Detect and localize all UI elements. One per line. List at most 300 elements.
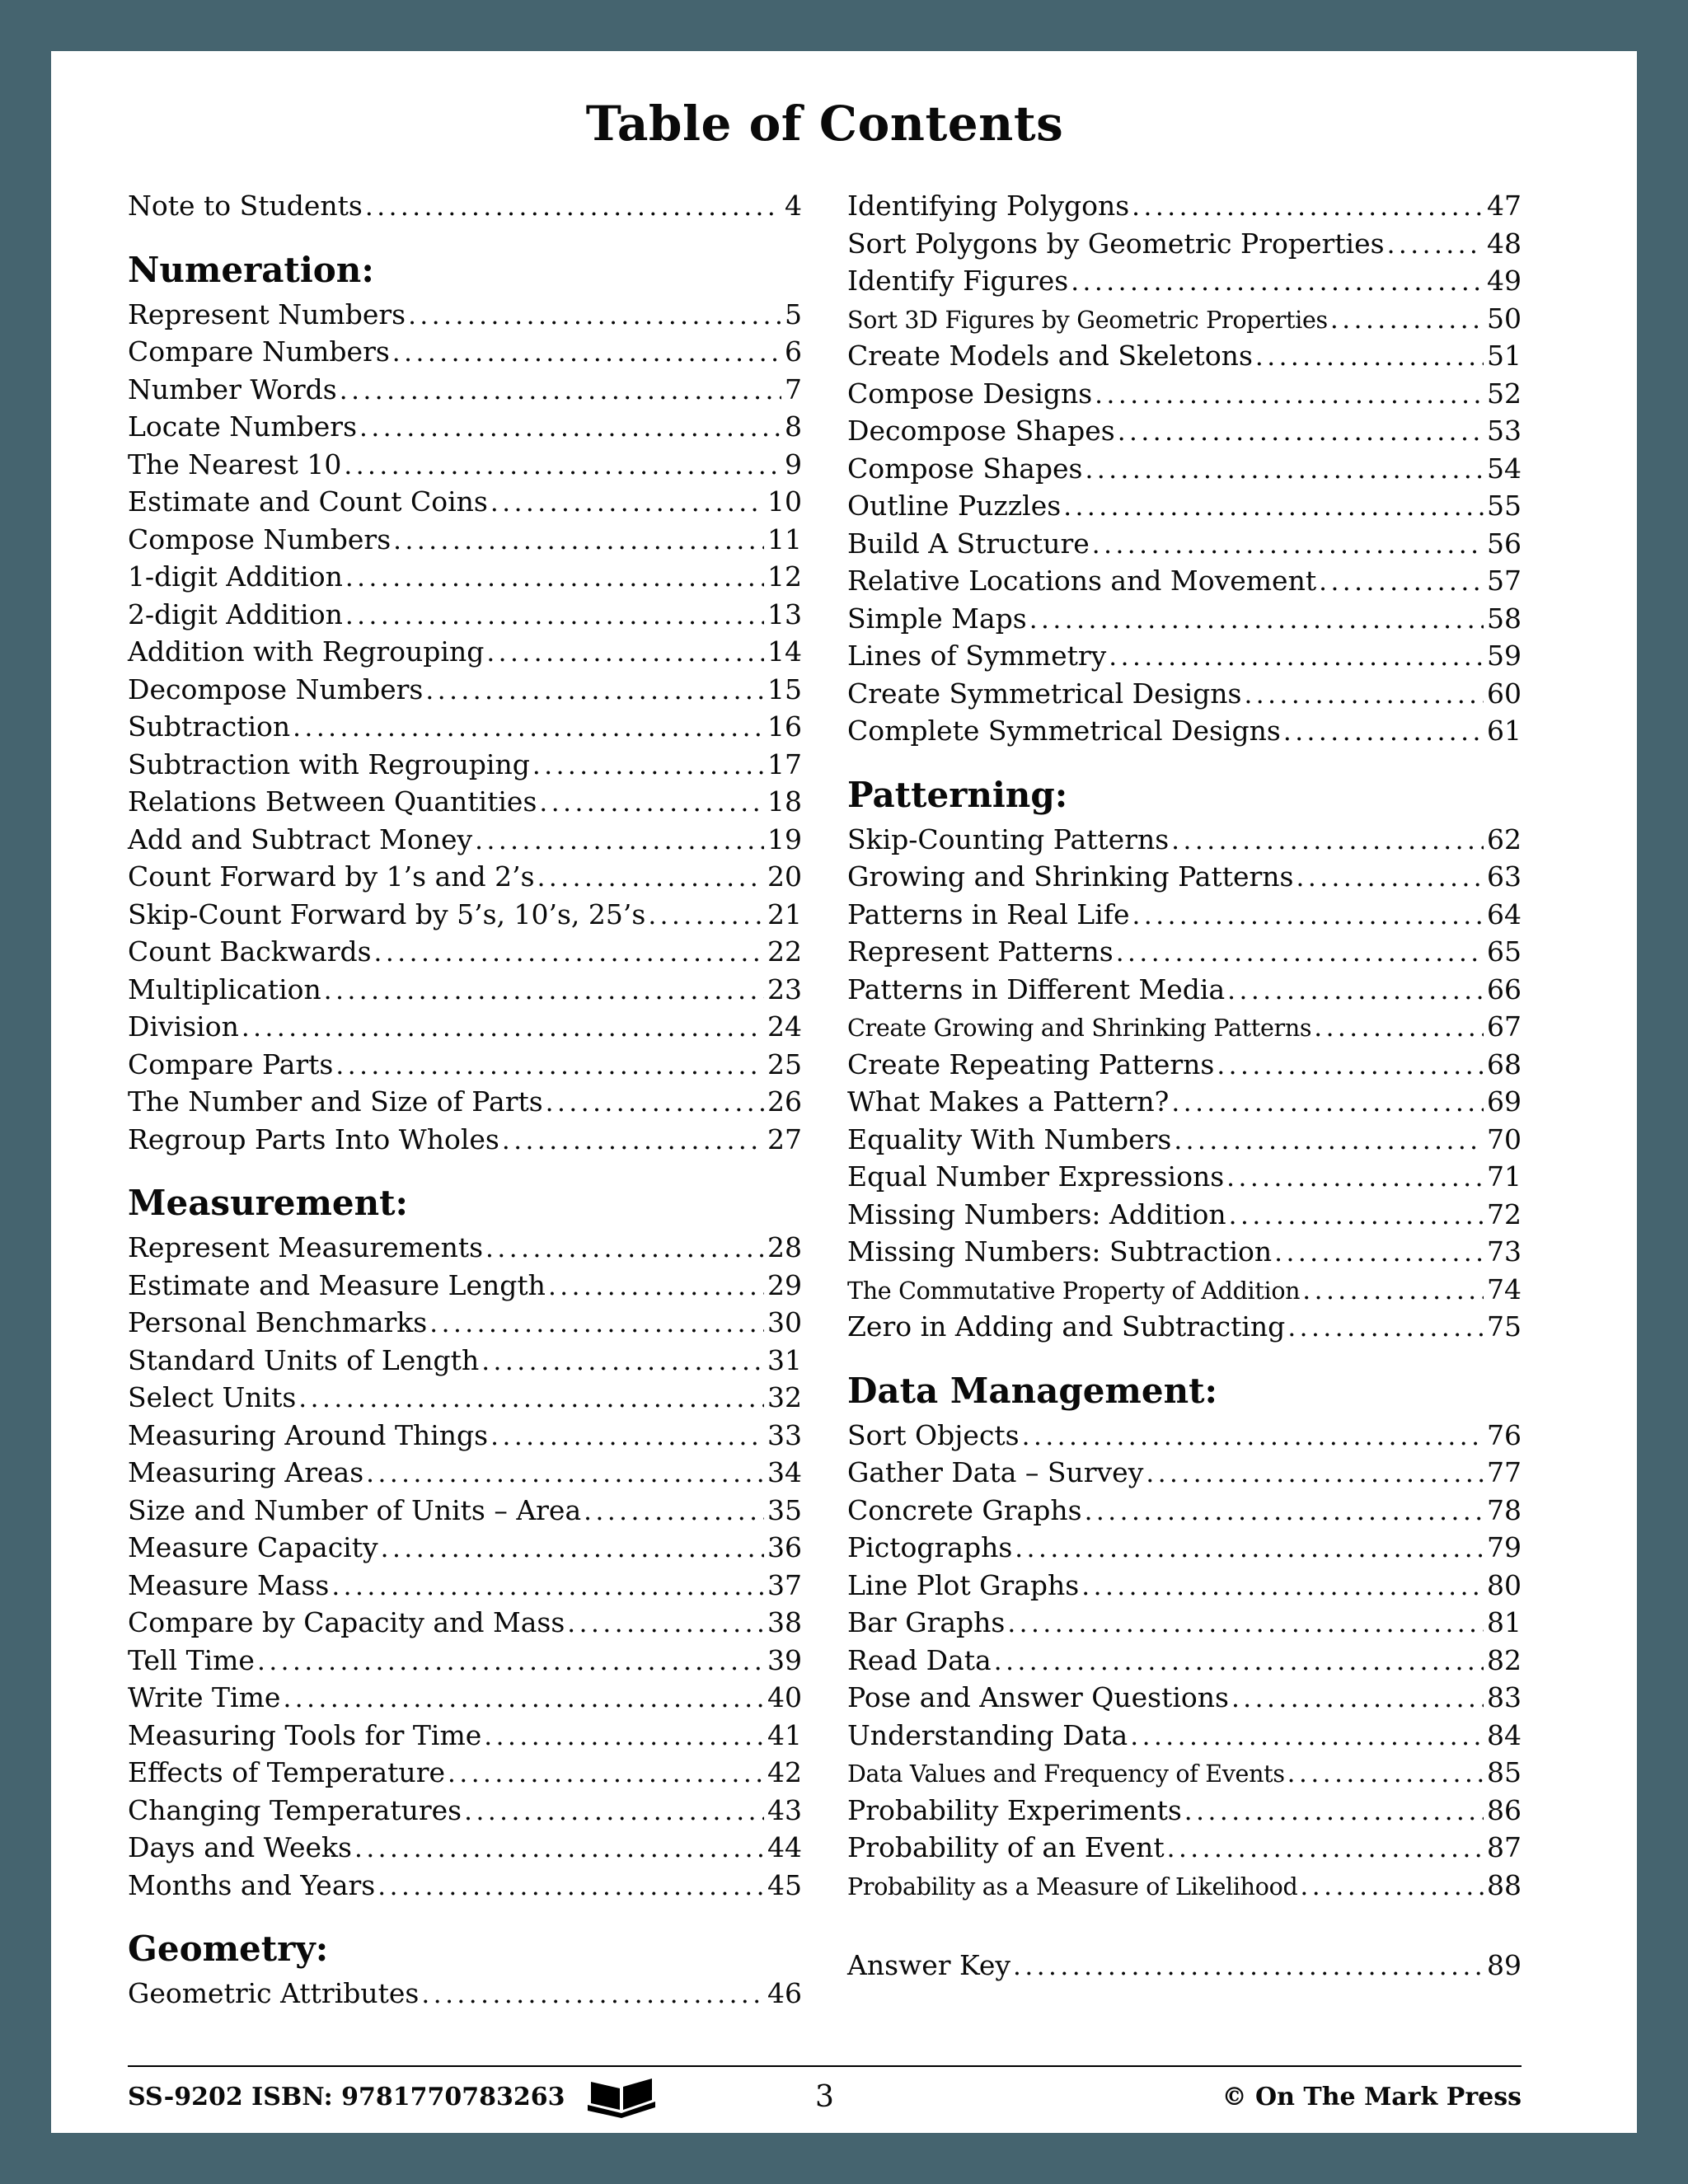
toc-entry [847, 1122, 1522, 1160]
toc-entry [847, 451, 1522, 489]
dot-leader [293, 709, 764, 747]
dot-leader [331, 1568, 764, 1605]
section-heading: Patterning: [847, 774, 1068, 815]
entry-page-number: 32 [767, 1381, 802, 1413]
toc-entry [847, 897, 1522, 935]
dot-leader [1274, 1234, 1484, 1272]
dot-leader [1118, 413, 1484, 451]
entry-label: Create Repeating Patterns [847, 1047, 1215, 1080]
entry-label: The Number and Size of Parts [128, 1085, 543, 1118]
entry-page-number: 55 [1487, 490, 1522, 522]
toc-entry [847, 1718, 1522, 1755]
dot-leader [421, 1975, 764, 2013]
entry-page-number: 45 [767, 1868, 802, 1901]
toc-section [847, 1370, 1522, 1905]
page-title: Table of Contents [585, 96, 1064, 152]
entry-page-number: 59 [1487, 640, 1522, 672]
entry-label: 2-digit Addition [128, 598, 343, 630]
entry-page-number: 46 [767, 1977, 802, 2009]
entry-label: Count Backwards [128, 935, 372, 968]
dot-leader [257, 1643, 764, 1680]
entry-label: Measuring Tools for Time [128, 1718, 482, 1751]
entry-label: Create Symmetrical Designs [847, 677, 1242, 710]
entry-label: Number Words [128, 373, 337, 405]
entry-label: Days and Weeks [128, 1831, 352, 1863]
entry-page-number: 81 [1487, 1606, 1522, 1638]
dot-leader [548, 1268, 764, 1305]
entry-label: Subtraction with Regrouping [128, 748, 530, 780]
dot-leader [1167, 1830, 1484, 1868]
entry-page-number: 89 [1487, 1949, 1522, 1981]
entry-page-number: 28 [767, 1231, 802, 1263]
entry-page-number: 14 [767, 635, 802, 668]
entry-page-number: 56 [1487, 527, 1522, 560]
entry-label: Locate Numbers [128, 410, 358, 443]
toc-entry [847, 859, 1522, 897]
entry-page-number: 51 [1487, 340, 1522, 372]
entry-label: Sort Polygons by Geometric Properties [847, 227, 1385, 260]
entry-page-number: 38 [767, 1606, 802, 1638]
dot-leader [1174, 1122, 1484, 1160]
toc-entry [128, 1305, 802, 1343]
entry-label: Build A Structure [847, 527, 1090, 560]
entry-label: Represent Numbers [128, 298, 406, 330]
toc-page [51, 51, 1637, 2133]
toc-entry [847, 601, 1522, 639]
entry-page-number: 40 [767, 1681, 802, 1713]
entry-page-number: 8 [785, 410, 802, 443]
entry-page-number: 24 [767, 1010, 802, 1043]
entry-page-number: 72 [1487, 1197, 1522, 1230]
entry-page-number: 22 [767, 935, 802, 968]
toc-entry [128, 1455, 802, 1493]
entry-page-number: 36 [767, 1531, 802, 1563]
entry-page-number: 65 [1487, 935, 1522, 968]
entry-page-number: 31 [767, 1343, 802, 1376]
toc-column-left [128, 188, 802, 2013]
entry-label: Identifying Polygons [847, 190, 1130, 222]
entry-page-number: 83 [1487, 1681, 1522, 1713]
toc-entry [847, 713, 1522, 751]
toc-entry [128, 709, 802, 747]
toc-entry [847, 1947, 1522, 1985]
toc-entry [128, 372, 802, 410]
dot-leader [1184, 1793, 1484, 1830]
entry-page-number: 39 [767, 1643, 802, 1676]
entry-page-number: 70 [1487, 1122, 1522, 1155]
entry-page-number: 76 [1487, 1418, 1522, 1451]
dot-leader [1171, 822, 1484, 860]
toc-entry [847, 1793, 1522, 1830]
toc-entry [128, 747, 802, 785]
entry-label: Add and Subtract Money [128, 823, 473, 855]
dot-leader [464, 1793, 764, 1830]
entry-page-number: 87 [1487, 1831, 1522, 1863]
entry-page-number: 33 [767, 1418, 802, 1451]
toc-entry [128, 1047, 802, 1085]
dot-leader [1229, 1197, 1484, 1235]
dot-leader [1109, 638, 1484, 676]
entry-label: Count Forward by 1’s and 2’s [128, 860, 535, 893]
toc-section [847, 188, 1522, 751]
dot-leader [1387, 226, 1484, 264]
dot-leader [1116, 934, 1484, 972]
entry-page-number: 62 [1487, 823, 1522, 855]
entry-label: Addition with Regrouping [128, 635, 485, 668]
page-footer [128, 2065, 1522, 2118]
entry-page-number: 34 [767, 1456, 802, 1488]
dot-leader [366, 1455, 764, 1493]
entry-label: The Commutative Property of Addition [847, 1277, 1301, 1305]
entry-page-number: 60 [1487, 677, 1522, 710]
entry-page-number: 12 [767, 560, 802, 593]
dot-leader [324, 972, 764, 1010]
dot-leader [298, 1380, 764, 1418]
dot-leader [1287, 1309, 1484, 1347]
dot-leader [1319, 563, 1484, 601]
entry-label: Estimate and Count Coins [128, 485, 488, 518]
dot-leader [1227, 972, 1484, 1010]
dot-leader [1092, 526, 1484, 564]
dot-leader [1095, 376, 1484, 414]
toc-entry [847, 1084, 1522, 1122]
toc-entry [847, 1605, 1522, 1643]
dot-leader [392, 334, 781, 372]
entry-label: Sort 3D Figures by Geometric Properties [847, 306, 1328, 334]
dot-leader [539, 784, 764, 822]
entry-label: Patterns in Real Life [847, 898, 1130, 930]
dot-leader [1244, 676, 1484, 714]
dot-leader [1296, 859, 1484, 897]
toc-entry [128, 1605, 802, 1643]
toc-entry [847, 972, 1522, 1010]
dot-leader [481, 1343, 764, 1380]
toc-entry [847, 1493, 1522, 1530]
entry-page-number: 67 [1487, 1010, 1522, 1043]
dot-leader [377, 1868, 764, 1905]
dot-leader [1255, 338, 1484, 376]
entry-label: Equality With Numbers [847, 1122, 1172, 1155]
entry-page-number: 71 [1487, 1160, 1522, 1193]
dot-leader [241, 1009, 764, 1047]
toc-entry [847, 1272, 1522, 1310]
entry-label: Equal Number Expressions [847, 1160, 1225, 1193]
toc-entry [128, 1268, 802, 1305]
entry-label: Line Plot Graphs [847, 1568, 1080, 1601]
entry-page-number: 23 [767, 972, 802, 1005]
toc-entry [847, 1830, 1522, 1868]
dot-leader [1132, 188, 1484, 226]
toc-entry [847, 1868, 1522, 1905]
entry-page-number: 9 [785, 448, 802, 480]
toc-section [128, 188, 802, 226]
entry-page-number: 6 [785, 335, 802, 368]
entry-label: Compare Parts [128, 1047, 334, 1080]
dot-leader [1022, 1418, 1484, 1455]
entry-label: Compose Designs [847, 377, 1093, 410]
entry-label: Simple Maps [847, 602, 1027, 635]
entry-page-number: 74 [1487, 1272, 1522, 1305]
entry-label: Bar Graphs [847, 1606, 1006, 1638]
toc-entry [128, 672, 802, 710]
toc-entry [847, 563, 1522, 601]
entry-label: Multiplication [128, 972, 321, 1005]
dot-leader [344, 447, 781, 485]
toc-entry [128, 297, 802, 335]
dot-leader [283, 1680, 764, 1718]
section-heading: Data Management: [847, 1370, 1218, 1411]
toc-entry [128, 1680, 802, 1718]
dot-leader [1007, 1605, 1484, 1643]
toc-entry [128, 897, 802, 935]
toc-entry [128, 972, 802, 1010]
entry-page-number: 43 [767, 1793, 802, 1826]
dot-leader [1063, 488, 1484, 526]
toc-entry [847, 413, 1522, 451]
copyright-text: © On The Mark Press [1221, 2082, 1522, 2111]
entry-page-number: 82 [1487, 1643, 1522, 1676]
dot-leader [1302, 1272, 1484, 1310]
entry-label: Estimate and Measure Length [128, 1268, 546, 1301]
entry-page-number: 66 [1487, 972, 1522, 1005]
entry-page-number: 7 [785, 373, 802, 405]
entry-page-number: 18 [767, 785, 802, 818]
entry-label: Division [128, 1010, 239, 1043]
entry-label: Missing Numbers: Addition [847, 1197, 1226, 1230]
toc-entry [847, 226, 1522, 264]
dot-leader [1171, 1084, 1484, 1122]
dot-leader [381, 1530, 764, 1568]
toc-entry [128, 1755, 802, 1793]
entry-page-number: 79 [1487, 1531, 1522, 1563]
dot-leader [354, 1830, 764, 1868]
toc-entry [128, 934, 802, 972]
entry-label: Compare by Capacity and Mass [128, 1606, 565, 1638]
dot-leader [1130, 1718, 1484, 1755]
toc-entry [128, 1643, 802, 1680]
entry-page-number: 13 [767, 598, 802, 630]
dot-leader [475, 822, 764, 860]
toc-section [128, 1182, 802, 1905]
dot-leader [365, 188, 781, 226]
toc-entry [128, 1793, 802, 1830]
dot-leader [408, 297, 781, 335]
dot-leader [532, 747, 764, 785]
entry-label: Size and Number of Units – Area [128, 1493, 582, 1526]
toc-entry [128, 784, 802, 822]
toc-entry [847, 934, 1522, 972]
dot-leader [340, 372, 781, 410]
dot-leader [994, 1643, 1484, 1680]
entry-page-number: 44 [767, 1831, 802, 1863]
dot-leader [1029, 601, 1484, 639]
entry-page-number: 64 [1487, 898, 1522, 930]
dot-leader [502, 1122, 764, 1160]
dot-leader [648, 897, 764, 935]
entry-page-number: 17 [767, 748, 802, 780]
entry-label: Changing Temperatures [128, 1793, 462, 1826]
publisher-logo-icon [586, 2075, 657, 2118]
entry-label: Data Values and Frequency of Events [847, 1760, 1285, 1788]
toc-section [128, 249, 802, 1160]
entry-label: Personal Benchmarks [128, 1306, 428, 1338]
toc-entry [128, 597, 802, 635]
toc-entry [847, 1309, 1522, 1347]
entry-label: Represent Patterns [847, 935, 1114, 968]
entry-label: Probability as a Measure of Likelihood [847, 1872, 1298, 1900]
dot-leader [335, 1047, 764, 1085]
entry-label: Measuring Around Things [128, 1418, 489, 1451]
dot-leader [1071, 263, 1484, 301]
entry-page-number: 78 [1487, 1493, 1522, 1526]
toc-entry [847, 1530, 1522, 1568]
toc-entry [847, 638, 1522, 676]
toc-entry [128, 559, 802, 597]
dot-leader [490, 484, 764, 522]
dot-leader [1015, 1530, 1484, 1568]
toc-entry [128, 484, 802, 522]
entry-label: Compose Numbers [128, 523, 392, 555]
dot-leader [1300, 1868, 1484, 1905]
entry-label: Compare Numbers [128, 335, 390, 368]
entry-label: Lines of Symmetry [847, 640, 1107, 672]
entry-label: Gather Data – Survey [847, 1456, 1144, 1488]
entry-label: The Nearest 10 [128, 448, 342, 480]
entry-label: Relative Locations and Movement [847, 565, 1317, 597]
toc-entry [128, 447, 802, 485]
toc-entry [128, 1009, 802, 1047]
entry-label: Growing and Shrinking Patterns [847, 860, 1294, 893]
dot-leader [1217, 1047, 1484, 1085]
toc-entry [847, 1197, 1522, 1235]
toc-column-right [847, 188, 1522, 2013]
entry-page-number: 68 [1487, 1047, 1522, 1080]
toc-entry [128, 1230, 802, 1268]
entry-page-number: 85 [1487, 1756, 1522, 1788]
entry-page-number: 20 [767, 860, 802, 893]
toc-entry [847, 676, 1522, 714]
dot-leader [1330, 301, 1484, 339]
entry-label: Geometric Attributes [128, 1977, 420, 2009]
toc-entry [847, 1455, 1522, 1493]
toc-entry [847, 526, 1522, 564]
entry-label: Identify Figures [847, 265, 1069, 297]
entry-label: Skip-Count Forward by 5’s, 10’s, 25’s [128, 898, 646, 930]
dot-leader [485, 1230, 764, 1268]
toc-entry [128, 409, 802, 447]
dot-leader [448, 1755, 764, 1793]
toc-entry [847, 488, 1522, 526]
toc-entry [847, 1680, 1522, 1718]
entry-label: Zero in Adding and Subtracting [847, 1310, 1286, 1343]
entry-page-number: 26 [767, 1085, 802, 1118]
folio-page-number: 3 [815, 2079, 834, 2114]
toc-entry [128, 1122, 802, 1160]
toc-entry [128, 1380, 802, 1418]
dot-leader [429, 1305, 764, 1343]
toc-section [128, 1928, 802, 2013]
entry-label: Effects of Temperature [128, 1756, 445, 1788]
entry-page-number: 5 [785, 298, 802, 330]
entry-label: Create Models and Skeletons [847, 340, 1253, 372]
entry-page-number: 4 [785, 190, 802, 222]
entry-label: Subtraction [128, 710, 291, 743]
entry-page-number: 54 [1487, 452, 1522, 485]
dot-leader [374, 934, 764, 972]
entry-page-number: 47 [1487, 190, 1522, 222]
toc-entry [847, 1234, 1522, 1272]
entry-label: Understanding Data [847, 1718, 1128, 1751]
entry-label: Patterns in Different Media [847, 972, 1226, 1005]
toc-entry [847, 188, 1522, 226]
entry-page-number: 16 [767, 710, 802, 743]
dot-leader [1226, 1159, 1484, 1197]
entry-page-number: 53 [1487, 415, 1522, 447]
entry-page-number: 11 [767, 523, 802, 555]
entry-label: 1-digit Addition [128, 560, 343, 593]
section-heading: Measurement: [128, 1183, 409, 1223]
toc-entry [128, 1530, 802, 1568]
entry-page-number: 57 [1487, 565, 1522, 597]
dot-leader [359, 409, 781, 447]
entry-label: Standard Units of Length [128, 1343, 480, 1376]
toc-entry [847, 263, 1522, 301]
entry-page-number: 49 [1487, 265, 1522, 297]
entry-label: Skip-Counting Patterns [847, 823, 1170, 855]
toc-entry [128, 1868, 802, 1905]
entry-label: Create Growing and Shrinking Patterns [847, 1015, 1312, 1042]
entry-label: Decompose Numbers [128, 673, 424, 705]
entry-label: Sort Objects [847, 1418, 1020, 1451]
entry-label: Outline Puzzles [847, 490, 1062, 522]
entry-page-number: 42 [767, 1756, 802, 1788]
toc-entry [128, 334, 802, 372]
toc-entry [847, 822, 1522, 860]
entry-label: Decompose Shapes [847, 415, 1115, 447]
toc-section [847, 774, 1522, 1347]
entry-page-number: 58 [1487, 602, 1522, 635]
entry-label: Answer Key [847, 1949, 1010, 1981]
entry-page-number: 75 [1487, 1310, 1522, 1343]
entry-page-number: 61 [1487, 715, 1522, 747]
toc-entry [847, 1418, 1522, 1455]
entry-label: Read Data [847, 1643, 992, 1676]
toc-entry [847, 376, 1522, 414]
entry-label: Concrete Graphs [847, 1493, 1082, 1526]
entry-page-number: 84 [1487, 1718, 1522, 1751]
dot-leader [567, 1605, 764, 1643]
entry-label: Pictographs [847, 1531, 1013, 1563]
toc-entry [847, 1047, 1522, 1085]
toc-columns [128, 188, 1522, 2013]
toc-entry [847, 1755, 1522, 1793]
entry-page-number: 30 [767, 1306, 802, 1338]
entry-page-number: 73 [1487, 1235, 1522, 1268]
dot-leader [345, 597, 764, 635]
entry-page-number: 48 [1487, 227, 1522, 260]
entry-label: Measure Capacity [128, 1531, 378, 1563]
dot-leader [1283, 713, 1484, 751]
toc-entry [128, 1975, 802, 2013]
toc-entry [847, 1568, 1522, 1605]
toc-entry [128, 1830, 802, 1868]
toc-entry [128, 822, 802, 860]
dot-leader [425, 672, 764, 710]
entry-page-number: 69 [1487, 1085, 1522, 1118]
entry-page-number: 77 [1487, 1456, 1522, 1488]
entry-page-number: 88 [1487, 1868, 1522, 1901]
dot-leader [537, 859, 764, 897]
